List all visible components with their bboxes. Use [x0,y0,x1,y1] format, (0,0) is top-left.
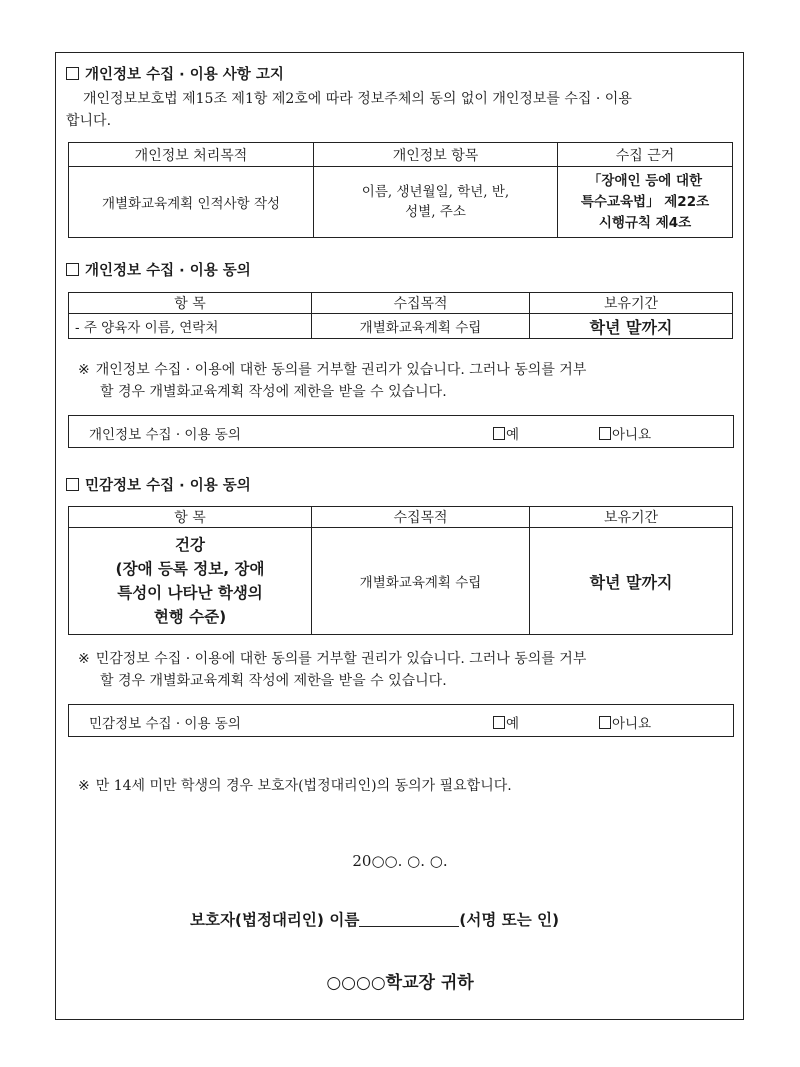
table-header-cell: 항 목 [69,507,312,528]
sensitive-answer-box [68,704,734,737]
table-header-row [69,293,733,314]
notice-items-line: 이름, 생년월일, 학년, 반, [361,184,510,200]
table-header-cell: 수집목적 [312,507,530,528]
notice-text-line2: 합니다. [66,113,112,129]
notice-purpose-cell: 개별화교육계획 인적사항 작성 [69,167,314,238]
addressee: ○○○○학교장 귀하 [326,973,474,993]
consent-note-text: 개인정보 수집 · 이용에 대한 동의를 거부할 권리가 있습니다. 그러나 동의를 거부 [95,362,587,378]
checkbox-icon[interactable] [493,427,505,440]
sensitive-answer-label: 민감정보 수집 · 이용 동의 [89,716,241,732]
notice-title: 개인정보 수집 · 이용 사항 고지 [85,67,284,83]
consent-table [68,292,733,339]
consent-answer-label: 개인정보 수집 · 이용 동의 [89,427,241,443]
table-header-row [69,143,733,167]
reference-mark-icon: ※ [78,778,90,794]
sensitive-item-line: 건강 [175,536,205,554]
consent-yes-label: 예 [506,427,520,443]
consent-yes-option[interactable] [493,423,519,443]
notice-table [68,142,733,238]
checkbox-square-icon [66,67,79,80]
consent-period-cell: 학년 말까지 [530,314,733,339]
sensitive-section-heading [66,474,251,495]
table-row [69,528,733,635]
table-header-cell: 개인정보 처리목적 [69,143,314,167]
notice-basis-line: 시행규칙 제4조 [598,214,692,231]
checkbox-icon[interactable] [599,716,611,729]
consent-no-option[interactable] [599,423,651,443]
sensitive-item-cell [69,528,312,635]
table-row [69,167,733,238]
table-header-cell: 보유기간 [530,293,733,314]
notice-basis-cell [558,167,733,238]
guardian-label: 보호자(법정대리인) 이름 [190,911,360,929]
sensitive-period-cell: 학년 말까지 [530,528,733,635]
minor-note [78,775,512,797]
sensitive-yes-label: 예 [506,716,520,732]
sensitive-note-text: 민감정보 수집 · 이용에 대한 동의를 거부할 권리가 있습니다. 그러나 동의를 거부 [95,651,587,667]
table-header-cell: 보유기간 [530,507,733,528]
reference-mark-icon: ※ [78,651,90,667]
reference-mark-icon: ※ [78,362,90,378]
sensitive-item-line: 특성이 나타난 학생의 [117,584,263,602]
consent-section-heading [66,259,251,280]
sensitive-yes-option[interactable] [493,712,519,732]
sensitive-no-option[interactable] [599,712,651,732]
consent-purpose-cell: 개별화교육계획 수립 [312,314,530,339]
notice-basis-line: 「장애인 등에 대한 [587,172,703,189]
consent-answer-box [68,415,734,448]
table-header-cell: 개인정보 항목 [314,143,558,167]
table-row [69,314,733,339]
table-header-cell: 항 목 [69,293,312,314]
sensitive-no-label: 아니요 [612,716,652,732]
sensitive-item-line: 현행 수준) [153,608,227,626]
consent-note-line2: 할 경우 개별화교육계획 작성에 제한을 받을 수 있습니다. [100,384,447,400]
checkbox-square-icon [66,478,79,491]
checkbox-icon[interactable] [599,427,611,440]
signature-blank[interactable] [359,910,459,927]
table-header-cell: 수집목적 [312,293,530,314]
notice-text-line1: 개인정보보호법 제15조 제1항 제2호에 따라 정보주체의 동의 없이 개인정보를 수집 · 이용 [83,91,632,107]
minor-note-text: 만 14세 미만 학생의 경우 보호자(법정대리인)의 동의가 필요합니다. [95,778,512,794]
consent-note-line1 [78,359,586,381]
table-header-cell: 수집 근거 [558,143,733,167]
signature-hint: (서명 또는 인) [459,911,560,929]
sensitive-title: 민감정보 수집 · 이용 동의 [85,478,251,494]
notice-section-heading [66,63,284,84]
sensitive-item-line: (장애 등록 정보, 장애 [115,560,265,578]
notice-items-cell [314,167,558,238]
consent-no-label: 아니요 [612,427,652,443]
consent-item-cell: - 주 양육자 이름, 연락처 [69,314,312,339]
notice-items-line: 성별, 주소 [405,204,466,220]
date-line: 20○○. ○. ○. [352,852,448,870]
consent-title: 개인정보 수집 · 이용 동의 [85,263,251,279]
table-header-row [69,507,733,528]
sensitive-note-line1 [78,648,586,670]
notice-basis-line: 특수교육법」 제22조 [580,193,710,210]
sensitive-note-line2: 할 경우 개별화교육계획 작성에 제한을 받을 수 있습니다. [100,673,447,689]
guardian-line [190,908,559,930]
sensitive-table [68,506,733,635]
checkbox-square-icon [66,263,79,276]
sensitive-purpose-cell: 개별화교육계획 수립 [312,528,530,635]
checkbox-icon[interactable] [493,716,505,729]
